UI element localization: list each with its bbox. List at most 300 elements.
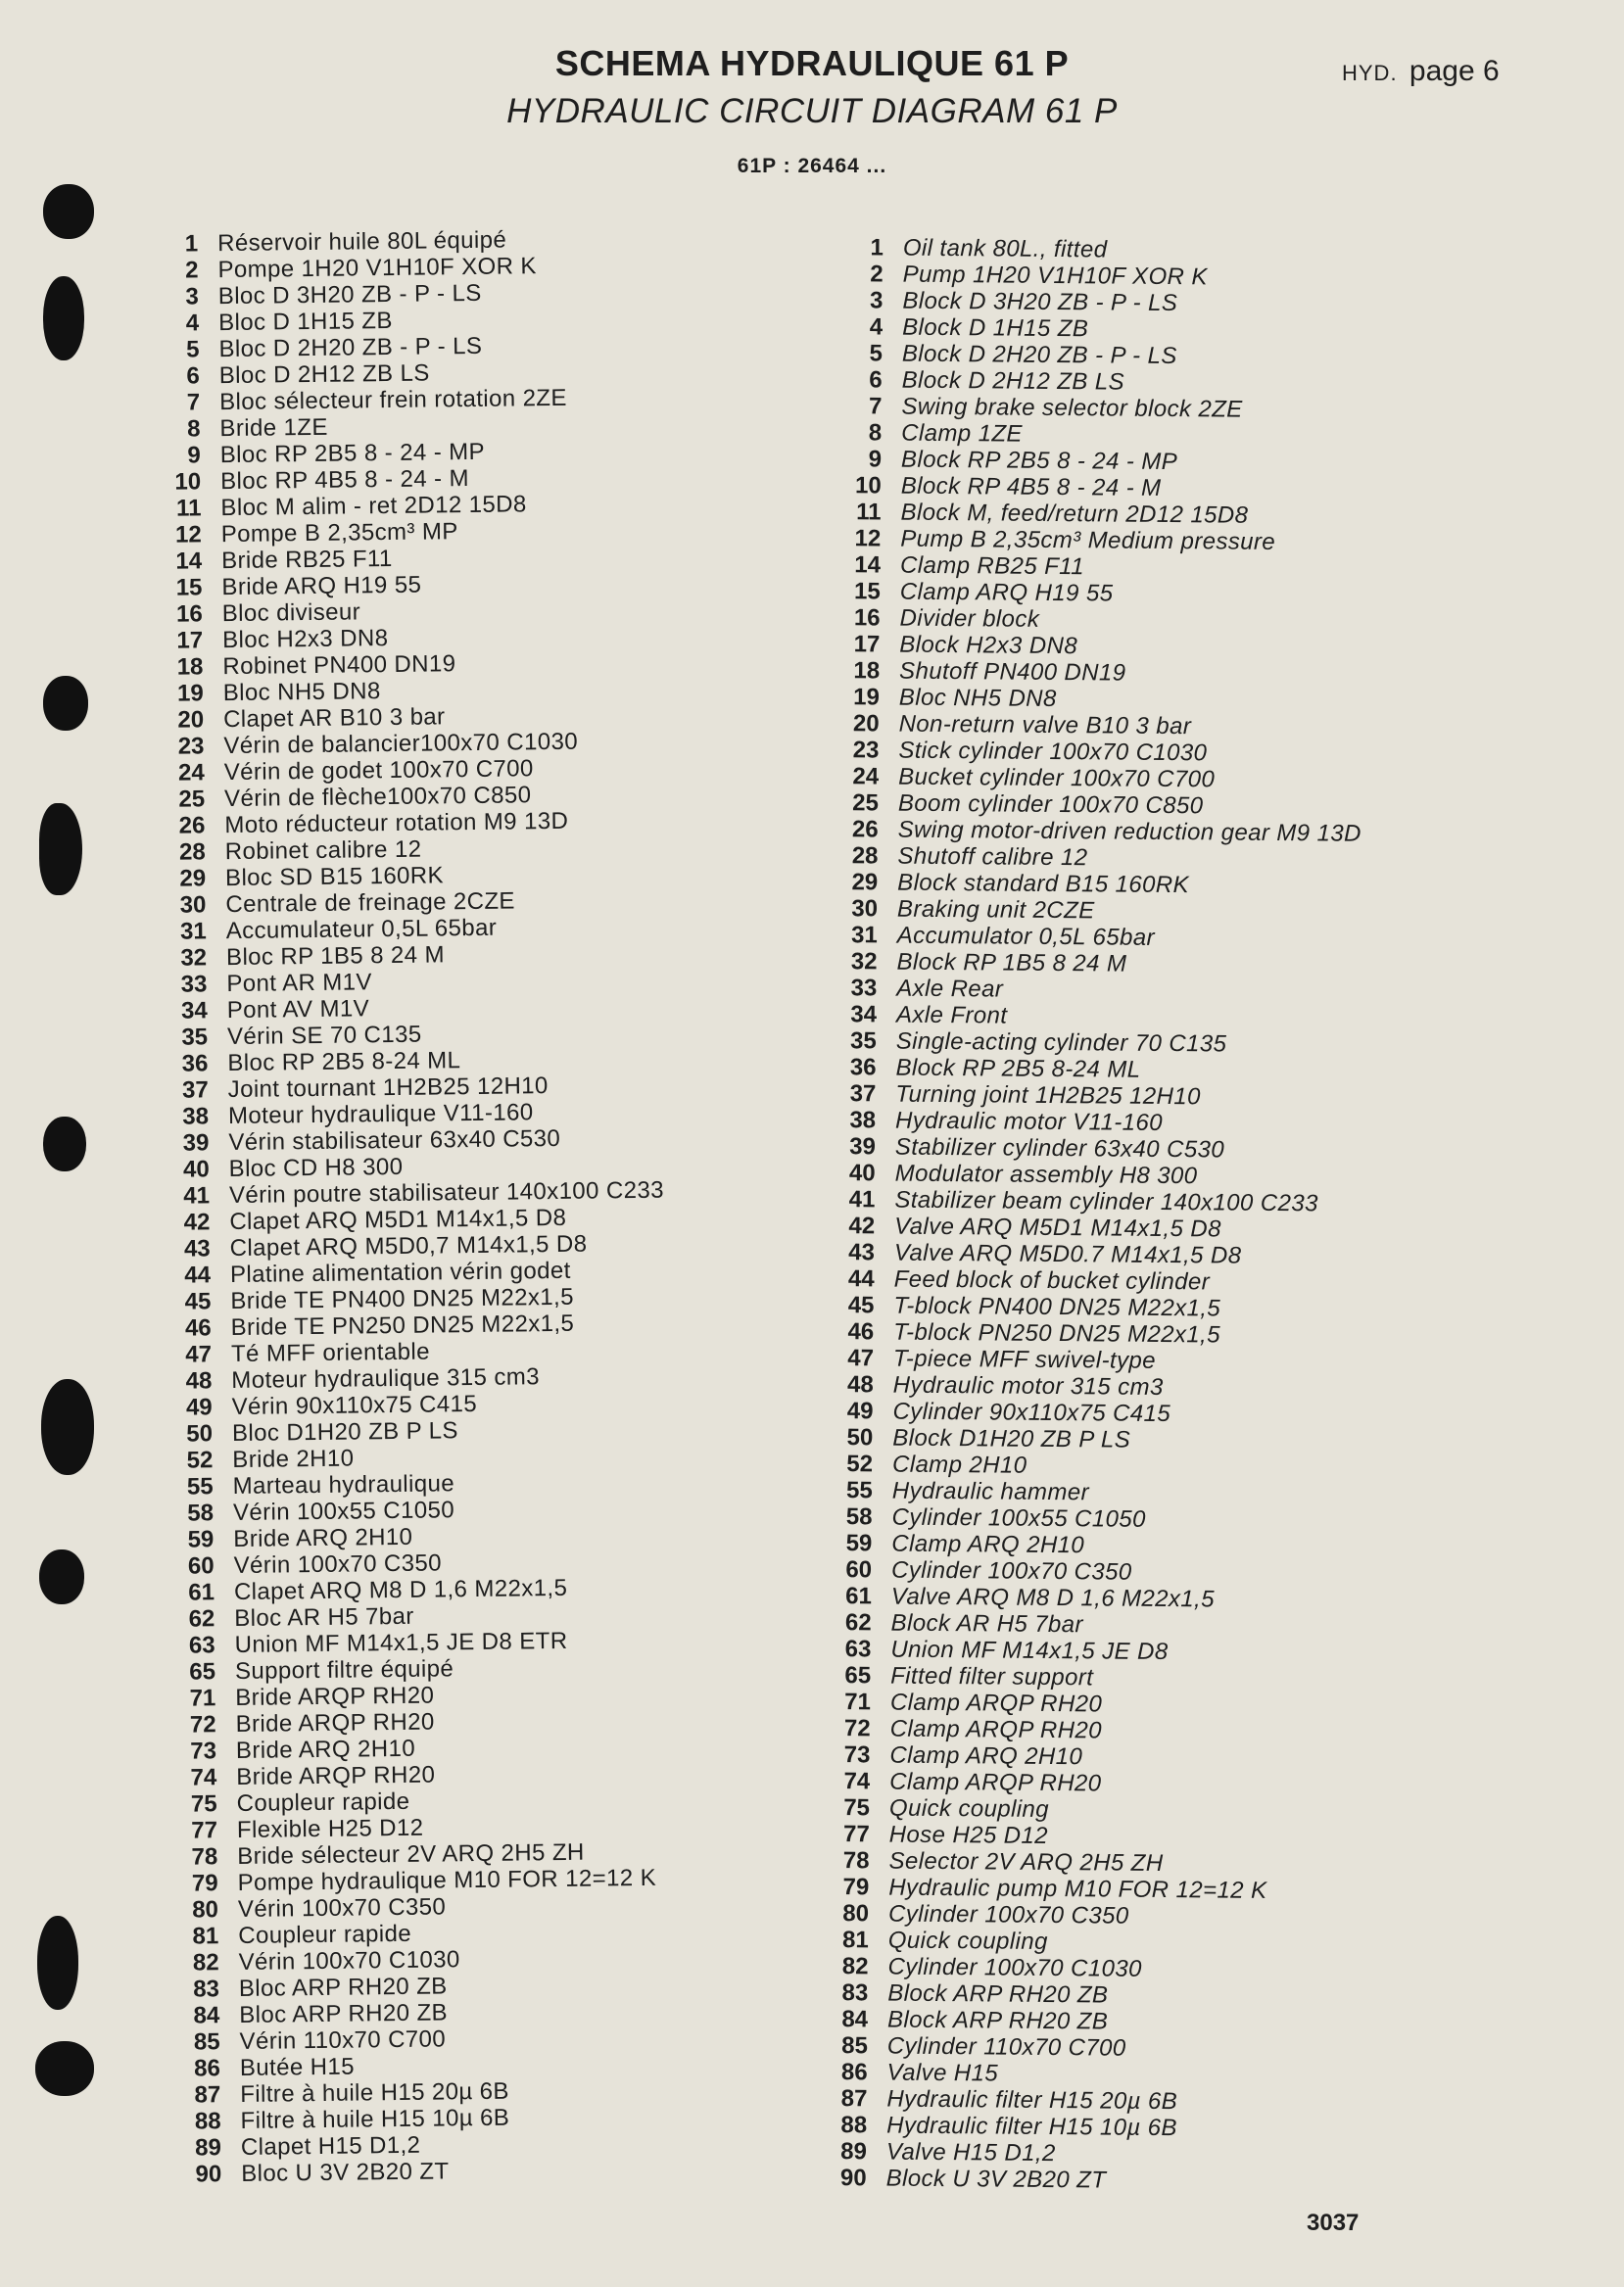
part-fr-item-label: Bride 2H10	[232, 1445, 355, 1474]
item-number: 48	[185, 1367, 213, 1395]
item-number: 50	[186, 1420, 214, 1448]
part-en-item-label: Clamp ARQP RH20	[889, 1689, 1103, 1718]
item-number: 85	[193, 2028, 220, 2056]
part-fr-item-label: Té MFF orientable	[230, 1338, 431, 1368]
item-number: 71	[844, 1689, 872, 1716]
item-number: 23	[177, 733, 205, 760]
item-number: 42	[848, 1213, 876, 1240]
part-en-item-label: Fitted filter support	[890, 1662, 1094, 1691]
item-number: 62	[844, 1609, 872, 1637]
part-en-item-label: Pump 1H20 V1H10F XOR K	[902, 261, 1208, 291]
item-number: 40	[848, 1160, 876, 1187]
item-number: 55	[845, 1477, 873, 1504]
part-en-item-label: Divider block	[899, 604, 1040, 633]
part-fr-item-label: Bloc D 2H20 ZB - P - LS	[218, 332, 483, 363]
part-en-item-label: Quick coupling	[888, 1794, 1050, 1823]
item-number: 63	[188, 1632, 215, 1659]
item-number: 2	[184, 257, 199, 284]
part-fr-item-label: Vérin de balancier100x70 C1030	[223, 728, 579, 760]
part-en-item-label: Valve H15 D1,2	[885, 2138, 1056, 2168]
part-en-item-label: T-block PN400 DN25 M22x1,5	[893, 1292, 1221, 1322]
item-number: 20	[852, 710, 880, 738]
item-number: 71	[189, 1685, 216, 1712]
item-number: 44	[184, 1262, 212, 1289]
part-en-item-label: T-block PN250 DN25 M22x1,5	[893, 1318, 1221, 1349]
item-number: 73	[843, 1741, 871, 1769]
item-number: 28	[178, 838, 206, 866]
part-en-item-label: Hydraulic pump M10 FOR 12=12 K	[888, 1874, 1267, 1904]
item-number: 82	[192, 1949, 219, 1977]
item-number: 28	[851, 842, 879, 870]
part-en-item-label: Quick coupling	[887, 1927, 1048, 1955]
part-en-item-label: Non-return valve B10 3 bar	[898, 710, 1192, 740]
part-en-item-label: Block M, feed/return 2D12 15D8	[900, 499, 1249, 529]
item-number: 5	[869, 340, 884, 367]
item-number: 45	[847, 1292, 875, 1319]
part-en-item-label: Cylinder 100x70 C1030	[887, 1953, 1142, 1982]
item-number: 5	[185, 336, 200, 363]
item-number: 46	[184, 1314, 212, 1342]
item-number: 65	[189, 1658, 216, 1686]
item-number: 10	[174, 468, 202, 496]
item-number: 84	[841, 2006, 869, 2033]
part-en-item-label: Bucket cylinder 100x70 C700	[898, 763, 1216, 793]
part-fr-item-label: Bloc diviseur	[221, 598, 361, 628]
item-number: 31	[179, 918, 207, 945]
item-number: 11	[175, 495, 202, 522]
part-fr-item-label: Coupleur rapide	[236, 1787, 410, 1817]
part-en-item-label: Shutoff calibre 12	[897, 842, 1088, 872]
part-fr-item	[170, 2156, 676, 2188]
binder-hole	[43, 1117, 86, 1171]
part-fr-item-label: Filtre à huile H15 10µ 6B	[240, 2104, 510, 2134]
item-number: 15	[175, 574, 203, 601]
item-number: 41	[183, 1182, 211, 1210]
item-number: 7	[868, 393, 883, 420]
part-fr-item-label: Bloc RP 2B5 8-24 ML	[227, 1047, 461, 1077]
part-fr-item-label: Bride ARQP RH20	[236, 1761, 436, 1791]
part-en-item-label: Block D 2H20 ZB - P - LS	[901, 340, 1177, 370]
item-number: 87	[194, 2081, 221, 2109]
part-fr-item-label: Pompe hydraulique M10 FOR 12=12 K	[237, 1864, 657, 1896]
part-en-item-label: Clamp ARQP RH20	[889, 1715, 1103, 1744]
part-fr-item-label: Bride TE PN400 DN25 M22x1,5	[230, 1283, 575, 1315]
binder-hole	[39, 1549, 84, 1604]
part-fr-item-label: Filtre à huile H15 20µ 6B	[240, 2077, 510, 2108]
item-number: 46	[847, 1318, 875, 1346]
part-fr-item-label: Centrale de freinage 2CZE	[225, 887, 516, 919]
part-en-item-label: Cylinder 100x70 C350	[887, 1900, 1129, 1930]
item-number: 86	[840, 2059, 868, 2086]
item-number: 72	[189, 1711, 216, 1739]
item-number: 29	[851, 869, 879, 896]
part-en-item-label: Block RP 2B5 8 - 24 - MP	[900, 446, 1178, 476]
part-en-item-label: Clamp ARQ 2H10	[891, 1530, 1085, 1559]
part-en-item-label: Block RP 1B5 8 24 M	[896, 948, 1127, 977]
item-number: 83	[193, 1976, 220, 2003]
part-fr-item-label: Bloc RP 4B5 8 - 24 - M	[219, 465, 470, 496]
item-number: 14	[854, 551, 882, 579]
item-number: 14	[175, 548, 203, 575]
item-number: 82	[841, 1953, 869, 1980]
part-fr-item-label: Bloc D1H20 ZB P LS	[231, 1417, 459, 1448]
item-number: 15	[853, 578, 881, 605]
item-number: 59	[187, 1526, 215, 1553]
part-fr-item-label: Bloc ARP RH20 ZB	[238, 1973, 448, 2002]
part-fr-item-label: Clapet ARQ M5D0,7 M14x1,5 D8	[229, 1230, 588, 1263]
part-en-item-label: Block standard B15 160RK	[897, 869, 1190, 899]
part-fr-item-label: Moteur hydraulique 315 cm3	[231, 1363, 541, 1395]
part-fr-item-label: Bloc CD H8 300	[228, 1153, 404, 1183]
item-number: 58	[187, 1500, 215, 1527]
item-number: 10	[854, 472, 882, 500]
item-number: 20	[177, 706, 205, 734]
item-number: 73	[190, 1738, 217, 1765]
part-fr-item-label: Accumulateur 0,5L 65bar	[225, 914, 498, 945]
item-number: 89	[840, 2138, 868, 2166]
part-fr-item-label: Clapet AR B10 3 bar	[222, 703, 446, 734]
part-en-item-label: Cylinder 100x55 C1050	[891, 1503, 1146, 1533]
item-number: 4	[869, 313, 884, 341]
item-number: 84	[193, 2002, 220, 2029]
item-number: 43	[183, 1235, 211, 1263]
part-fr-item-label: Coupleur rapide	[238, 1920, 412, 1949]
part-en-item-label: Turning joint 1H2B25 12H10	[895, 1080, 1201, 1111]
part-en-item-label: Cylinder 90x110x75 C415	[892, 1398, 1171, 1428]
part-fr-item-label: Bloc RP 2B5 8 - 24 - MP	[219, 438, 486, 469]
parts-list-french	[147, 225, 676, 2188]
item-number: 49	[185, 1394, 213, 1421]
part-en-item-label: Stabilizer beam cylinder 140x100 C233	[894, 1186, 1318, 1217]
part-fr-item-label: Bride ARQP RH20	[235, 1708, 435, 1739]
part-en-item-label: Oil tank 80L., fitted	[902, 234, 1108, 263]
part-fr-item-label: Bride RB25 F11	[220, 545, 393, 575]
part-en-item-label: Hydraulic motor 315 cm3	[892, 1371, 1164, 1401]
part-en-item-label: Block ARP RH20 ZB	[887, 1979, 1109, 2009]
part-fr-item-label: Bride ARQP RH20	[235, 1682, 435, 1712]
item-number: 85	[841, 2032, 868, 2060]
item-number: 33	[180, 971, 208, 998]
part-fr-item-label: Vérin poutre stabilisateur 140x100 C233	[228, 1176, 665, 1210]
item-number: 59	[845, 1530, 873, 1557]
item-number: 26	[851, 816, 879, 843]
part-fr-item-label: Clapet ARQ M8 D 1,6 M22x1,5	[233, 1574, 568, 1606]
part-en-item-label: Valve ARQ M5D1 M14x1,5 D8	[894, 1213, 1221, 1243]
item-number: 62	[188, 1605, 215, 1633]
part-fr-item-label: Support filtre équipé	[234, 1655, 454, 1686]
part-fr-item-label: Bride ARQ H19 55	[221, 571, 422, 601]
part-en-item-label: Modulator assembly H8 300	[894, 1160, 1198, 1190]
part-fr-item-label: Bloc sélecteur frein rotation 2ZE	[218, 384, 567, 416]
item-number: 37	[849, 1080, 877, 1108]
part-fr-item-label: Bloc ARP RH20 ZB	[239, 1999, 449, 2028]
item-number: 90	[839, 2165, 867, 2192]
item-number: 16	[175, 600, 203, 628]
part-en-item-label: Block D 1H15 ZB	[902, 313, 1089, 343]
item-number: 55	[186, 1473, 214, 1501]
item-number: 11	[856, 499, 882, 526]
item-number: 38	[849, 1107, 877, 1134]
item-number: 8	[868, 419, 883, 447]
item-number: 48	[846, 1371, 874, 1399]
item-number: 81	[192, 1923, 219, 1950]
item-number: 18	[853, 657, 881, 685]
item-number: 6	[186, 362, 200, 390]
item-number: 45	[184, 1288, 212, 1315]
part-en-item-label: Boom cylinder 100x70 C850	[897, 789, 1204, 820]
part-en-item-label: Valve ARQ M5D0.7 M14x1,5 D8	[893, 1239, 1242, 1269]
item-number: 25	[178, 786, 206, 813]
item-number: 63	[844, 1636, 872, 1663]
part-en-item-label: Block H2x3 DN8	[899, 631, 1078, 660]
item-number: 80	[842, 1900, 870, 1928]
part-en-item-label: Block D 3H20 ZB - P - LS	[902, 287, 1178, 317]
part-en-item-label: Cylinder 100x70 C350	[890, 1556, 1132, 1586]
item-number: 79	[842, 1874, 870, 1901]
part-fr-item-label: Bloc D 3H20 ZB - P - LS	[217, 279, 482, 310]
part-fr-item-label: Réservoir huile 80L équipé	[216, 226, 507, 258]
part-fr-item-label: Vérin 100x70 C1030	[238, 1946, 460, 1976]
part-fr-item-label: Bloc SD B15 160RK	[224, 862, 445, 892]
part-en-item-label: Accumulator 0,5L 65bar	[896, 922, 1156, 951]
part-en-item-label: Valve ARQ M8 D 1,6 M22x1,5	[890, 1583, 1216, 1613]
part-fr-item-label: Pont AR M1V	[226, 969, 373, 998]
part-fr-item-label: Bride sélecteur 2V ARQ 2H5 ZH	[237, 1838, 585, 1870]
part-fr-item-label: Pompe B 2,35cm³ MP	[220, 518, 458, 548]
part-fr-item-label: Bloc AR H5 7bar	[234, 1602, 414, 1633]
part-en-item-label: Stick cylinder 100x70 C1030	[898, 737, 1208, 767]
item-number: 89	[195, 2134, 222, 2162]
item-number: 43	[848, 1239, 876, 1266]
part-en-item-label: Shutoff PN400 DN19	[898, 657, 1126, 687]
part-en-item-label: Swing brake selector block 2ZE	[901, 393, 1243, 423]
part-fr-item-label: Marteau hydraulique	[232, 1470, 455, 1501]
item-number: 29	[179, 865, 207, 892]
item-number: 60	[187, 1552, 215, 1580]
item-number: 8	[186, 415, 201, 443]
part-fr-item-label: Platine alimentation vérin godet	[229, 1257, 571, 1289]
item-number: 49	[846, 1398, 874, 1425]
binder-hole	[43, 276, 84, 360]
item-number: 7	[186, 389, 201, 416]
item-number: 18	[176, 653, 204, 681]
item-number: 4	[185, 310, 200, 337]
item-number: 78	[191, 1843, 218, 1871]
item-number: 90	[195, 2161, 222, 2188]
item-number: 16	[853, 604, 881, 632]
part-fr-item-label: Bride ARQ 2H10	[233, 1523, 413, 1553]
item-number: 88	[194, 2108, 221, 2135]
part-fr-item-label: Vérin stabilisateur 63x40 C530	[228, 1124, 561, 1157]
page-label: page 6	[1409, 55, 1500, 87]
part-fr-item-label: Joint tournant 1H2B25 12H10	[227, 1072, 549, 1104]
item-number: 36	[849, 1054, 877, 1081]
part-en-item-label: Swing motor-driven reduction gear M9 13D	[897, 816, 1361, 847]
binder-hole	[41, 1379, 94, 1475]
part-en-item-label: Clamp 2H10	[891, 1451, 1027, 1479]
item-number: 3	[869, 287, 884, 314]
item-number: 35	[849, 1027, 877, 1055]
binder-hole	[39, 803, 82, 895]
part-en-item-label: Hydraulic motor V11-160	[894, 1107, 1164, 1136]
part-fr-item-label: Butée H15	[239, 2053, 356, 2081]
binder-hole	[37, 1916, 78, 2010]
item-number: 75	[843, 1794, 871, 1822]
item-number: 47	[185, 1341, 213, 1368]
part-en-item-label: Block ARP RH20 ZB	[886, 2006, 1109, 2035]
part-fr-item-label: Bloc D 1H15 ZB	[217, 307, 393, 337]
item-number: 88	[840, 2112, 868, 2139]
part-en-item-label: Union MF M14x1,5 JE D8	[890, 1636, 1169, 1666]
item-number: 44	[847, 1265, 875, 1293]
part-fr-item-label: Moto réducteur rotation M9 13D	[224, 807, 569, 839]
item-number: 32	[180, 944, 208, 972]
item-number: 87	[840, 2085, 868, 2113]
part-en-item-label: Selector 2V ARQ 2H5 ZH	[888, 1847, 1164, 1878]
hyd-label: HYD.	[1342, 61, 1398, 85]
item-number: 41	[848, 1186, 876, 1214]
item-number: 24	[177, 759, 205, 786]
item-number: 19	[853, 684, 880, 711]
part-fr-item-label: Clapet ARQ M5D1 M14x1,5 D8	[229, 1204, 567, 1236]
item-number: 25	[852, 789, 880, 817]
item-number: 30	[851, 895, 879, 923]
part-en-item-label: Bloc NH5 DN8	[898, 684, 1057, 713]
item-number: 60	[845, 1556, 873, 1584]
part-fr-item-label: Robinet calibre 12	[224, 835, 422, 866]
part-en-item-label: Hydraulic hammer	[891, 1477, 1090, 1506]
page-title-en: HYDRAULIC CIRCUIT DIAGRAM 61 P	[506, 92, 1118, 130]
part-fr-item-label: Bloc M alim - ret 2D12 15D8	[220, 491, 527, 522]
item-number: 36	[181, 1050, 209, 1077]
part-fr-item-label: Bloc RP 1B5 8 24 M	[225, 941, 446, 972]
part-en-item-label: Clamp ARQ 2H10	[889, 1741, 1083, 1771]
part-en-item-label: Axle Rear	[896, 975, 1004, 1003]
part-en-item-label: Block RP 4B5 8 - 24 - M	[900, 472, 1162, 501]
serial-range: 61P : 26464 ...	[737, 155, 887, 177]
item-number: 26	[178, 812, 206, 839]
item-number: 2	[870, 261, 884, 288]
item-number: 12	[174, 521, 202, 548]
item-number: 83	[841, 1979, 869, 2007]
item-number: 1	[184, 230, 199, 258]
item-number: 58	[845, 1503, 873, 1531]
part-fr-item-label: Bride ARQ 2H10	[235, 1735, 416, 1765]
item-number: 31	[850, 922, 878, 949]
item-number: 3	[185, 283, 199, 310]
part-en-item-label: Clamp RB25 F11	[899, 551, 1085, 581]
part-fr-item-label: Bloc U 3V 2B20 ZT	[241, 2158, 450, 2187]
item-number: 79	[191, 1870, 218, 1897]
part-fr-item-label: Vérin 100x70 C350	[233, 1549, 443, 1580]
part-fr-item-label: Pompe 1H20 V1H10F XOR K	[217, 253, 537, 284]
item-number: 1	[870, 234, 884, 262]
page-title-fr: SCHEMA HYDRAULIQUE 61 P	[554, 43, 1070, 83]
item-number: 19	[176, 680, 204, 707]
part-en-item-label: Block D 2H12 ZB LS	[901, 366, 1125, 396]
part-fr-item-label: Bride 1ZE	[219, 413, 328, 443]
part-en-item-label: Stabilizer cylinder 63x40 C530	[894, 1133, 1225, 1164]
item-number: 86	[194, 2055, 221, 2082]
item-number: 12	[854, 525, 882, 552]
part-en-item-label: Single-acting cylinder 70 C135	[895, 1027, 1227, 1058]
item-number: 80	[192, 1896, 219, 1924]
item-number: 17	[176, 627, 204, 654]
item-number: 30	[179, 891, 207, 919]
part-fr-item-label: Vérin 110x70 C700	[239, 2025, 447, 2055]
item-number: 24	[852, 763, 880, 790]
part-en-item-label: Feed block of bucket cylinder	[893, 1265, 1211, 1296]
part-en-item-label: Braking unit 2CZE	[896, 895, 1095, 925]
part-fr-item-label: Bloc NH5 DN8	[222, 678, 381, 707]
item-number: 42	[183, 1209, 211, 1236]
item-number: 47	[847, 1345, 875, 1372]
part-en-item-label: Hydraulic filter H15 20µ 6B	[886, 2085, 1178, 2116]
part-en-item-label: Hydraulic filter H15 10µ 6B	[886, 2112, 1178, 2142]
item-number: 65	[844, 1662, 872, 1690]
item-number: 52	[846, 1451, 874, 1478]
item-number: 38	[182, 1103, 210, 1130]
item-number: 6	[869, 366, 883, 394]
binder-hole	[43, 184, 94, 239]
part-en-item-label: Block U 3V 2B20 ZT	[885, 2165, 1107, 2194]
part-fr-item-label: Vérin 100x55 C1050	[232, 1497, 455, 1527]
part-en-item-label: Clamp ARQP RH20	[889, 1768, 1102, 1797]
item-number: 52	[186, 1447, 214, 1474]
item-number: 74	[190, 1764, 217, 1791]
item-number: 40	[182, 1156, 210, 1183]
part-fr-item-label: Bloc H2x3 DN8	[221, 625, 389, 654]
item-number: 35	[181, 1024, 209, 1051]
part-en-item	[816, 2165, 1350, 2196]
part-fr-item-label: Vérin de flèche100x70 C850	[223, 782, 532, 813]
part-en-item-label: Block RP 2B5 8-24 ML	[895, 1054, 1141, 1083]
item-number: 39	[182, 1129, 210, 1157]
binder-hole	[35, 2041, 94, 2096]
part-fr-item-label: Robinet PN400 DN19	[222, 650, 456, 681]
item-number: 61	[188, 1579, 215, 1606]
item-number: 17	[853, 631, 881, 658]
part-fr-item-label: Union MF M14x1,5 JE D8 ETR	[234, 1627, 568, 1659]
page-number: 3037	[1307, 2210, 1360, 2236]
item-number: 78	[842, 1847, 870, 1875]
part-en-item-label: Clamp 1ZE	[901, 419, 1023, 448]
item-number: 33	[850, 975, 878, 1002]
item-number: 37	[181, 1076, 209, 1104]
part-en-item-label: Pump B 2,35cm³ Medium pressure	[900, 525, 1276, 555]
part-en-item-label: Hose H25 D12	[888, 1821, 1049, 1849]
part-fr-item-label: Vérin de godet 100x70 C700	[223, 755, 534, 786]
part-en-item-label: Block D1H20 ZB P LS	[892, 1424, 1131, 1453]
item-number: 61	[845, 1583, 872, 1610]
part-fr-item-label: Bride TE PN250 DN25 M22x1,5	[230, 1310, 575, 1342]
item-number: 9	[868, 446, 883, 473]
part-fr-item-label: Vérin 90x110x75 C415	[231, 1390, 478, 1421]
part-fr-item-label: Bloc D 2H12 ZB LS	[218, 359, 430, 390]
part-en-item-label: Axle Front	[895, 1001, 1008, 1029]
item-number: 32	[850, 948, 878, 976]
item-number: 34	[180, 997, 208, 1024]
item-number: 74	[843, 1768, 871, 1795]
part-en-item-label: T-piece MFF swivel-type	[892, 1345, 1157, 1374]
part-en-item-label: Block AR H5 7bar	[890, 1609, 1084, 1639]
item-number: 23	[852, 737, 880, 764]
item-number: 75	[190, 1790, 217, 1818]
part-en-item-label: Valve H15	[886, 2059, 999, 2087]
part-en-item-label: Cylinder 110x70 C700	[886, 2032, 1126, 2062]
parts-list-english	[816, 234, 1367, 2196]
item-number: 9	[187, 442, 201, 469]
